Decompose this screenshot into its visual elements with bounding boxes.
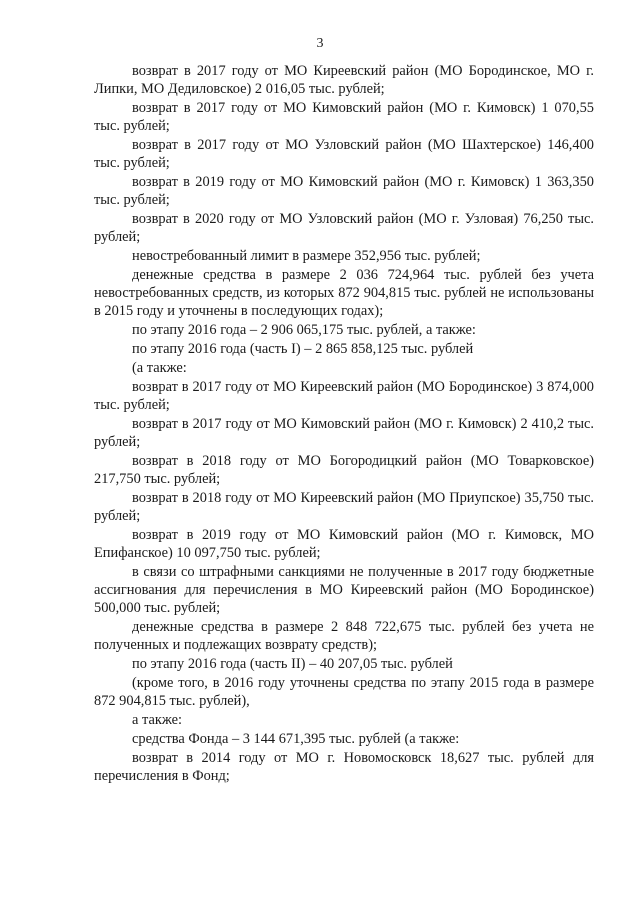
paragraph-return-2019-kimovsky-2: возврат в 2019 году от МО Кимовский район (МО г. Кимовск, МО Епифанское) 10 097,750 тыс. рублей;: [94, 527, 594, 561]
paragraph-return-2018-kireevsky: возврат в 2018 году от МО Киреевский район (МО Приупское) 35,750 тыс. рублей;: [94, 490, 594, 524]
paragraph-return-2017-kimovsky: возврат в 2017 году от МО Кимовский район (МО г. Кимовск) 1 070,55 тыс. рублей;: [94, 100, 594, 134]
paragraph-also: а также:: [132, 712, 182, 728]
paragraph-funds-2036724: денежные средства в размере 2 036 724,964 тыс. рублей без учета невостребованных средств, из которых 872 904,815 тыс. рублей не использованы в 2015 году и уточнены в последующих годах);: [94, 267, 594, 319]
page-number: 3: [316, 36, 324, 51]
paragraph-refined-2015: (кроме того, в 2016 году уточнены средства по этапу 2015 года в размере 872 904,815 тыс. рублей),: [94, 675, 594, 709]
paragraph-return-2017-kireevsky-borodinskoe: возврат в 2017 году от МО Киреевский район (МО Бородинское) 3 874,000 тыс. рублей;: [94, 379, 594, 413]
paragraph-stage-2016-part2: по этапу 2016 года (часть II) – 40 207,05 тыс. рублей: [132, 656, 453, 672]
paragraph-return-2014-novomoskovsk: возврат в 2014 году от МО г. Новомосковск 18,627 тыс. рублей для перечисления в Фонд;: [94, 750, 594, 784]
paragraph-return-2020-uzlovsky: возврат в 2020 году от МО Узловский район (МО г. Узловая) 76,250 тыс. рублей;: [94, 211, 594, 245]
paragraph-stage-2016-part1: по этапу 2016 года (часть I) – 2 865 858,125 тыс. рублей: [132, 341, 474, 357]
paragraph-return-2017-kimovsky-2: возврат в 2017 году от МО Кимовский район (МО г. Кимовск) 2 410,2 тыс. рублей;: [94, 416, 594, 450]
paragraph-return-2018-bogoroditsky: возврат в 2018 году от МО Богородицкий район (МО Товарковское) 217,750 тыс. рублей;: [94, 453, 594, 487]
document-body: [94, 62, 594, 786]
paragraph-unclaimed-limit: невостребованный лимит в размере 352,956 тыс. рублей;: [132, 248, 481, 264]
paragraph-return-2017-kireevsky: возврат в 2017 году от МО Киреевский район (МО Бородинское, МО г. Липки, МО Дедиловское) 2 016,05 тыс. рублей;: [94, 63, 594, 97]
paragraph-return-2019-kimovsky: возврат в 2019 году от МО Кимовский район (МО г. Кимовск) 1 363,350 тыс. рублей;: [94, 174, 594, 208]
paragraph-return-2017-uzlovsky: возврат в 2017 году от МО Узловский район (МО Шахтерское) 146,400 тыс. рублей;: [94, 137, 594, 171]
paragraph-funds-2848722: денежные средства в размере 2 848 722,675 тыс. рублей без учета не полученных и подлежащих возврату средств);: [94, 619, 594, 653]
paragraph-penalty-sanctions: в связи со штрафными санкциями не полученные в 2017 году бюджетные ассигнования для перечисления в МО Киреевский район (МО Бородинское) 500,000 тыс. рублей;: [94, 564, 594, 616]
paragraph-also-open: (а также:: [132, 360, 187, 376]
paragraph-stage-2016: по этапу 2016 года – 2 906 065,175 тыс. рублей, а также:: [132, 322, 476, 338]
paragraph-fund-means: средства Фонда – 3 144 671,395 тыс. рублей (а также:: [132, 731, 460, 747]
